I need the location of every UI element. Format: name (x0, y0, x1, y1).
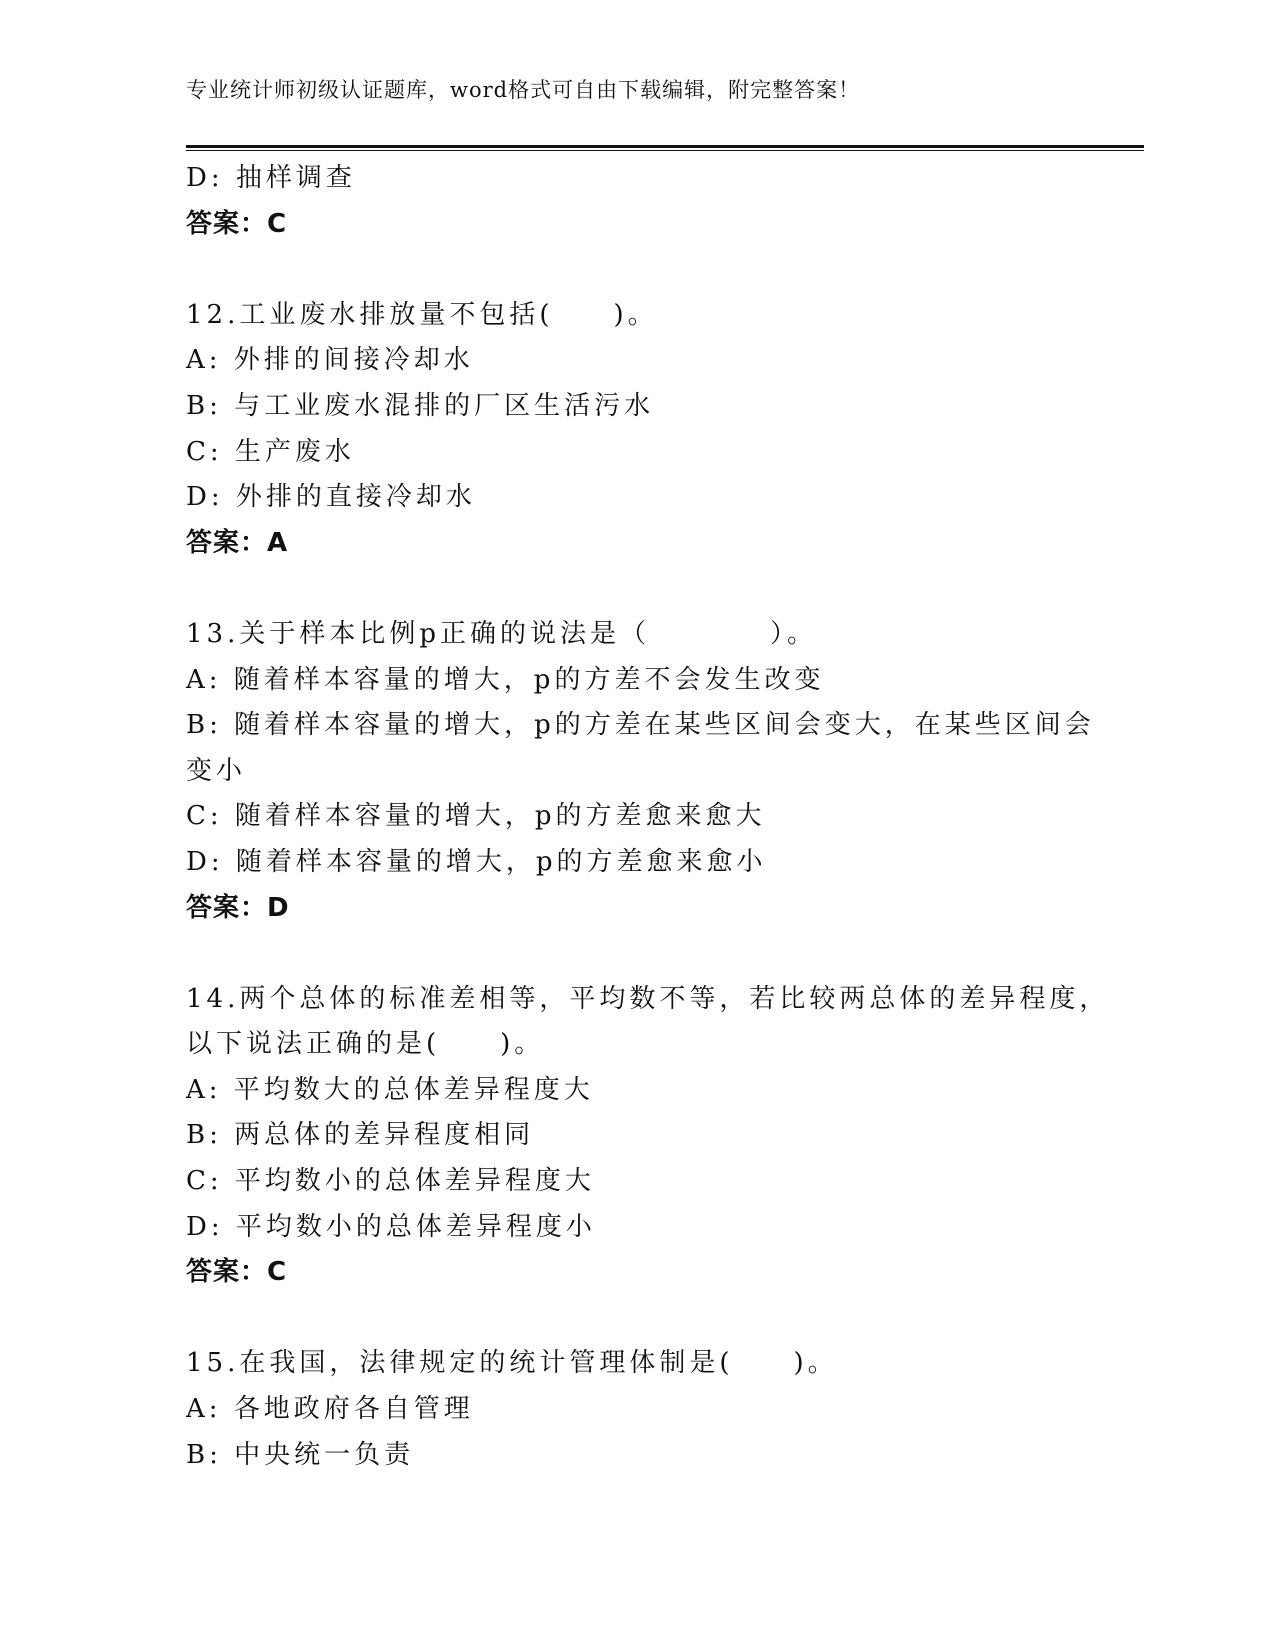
question-14-option-d: D: 平均数小的总体差异程度小 (186, 1211, 596, 1242)
question-12-option-d: D: 外排的直接冷却水 (186, 482, 476, 513)
question-13-option-a: A: 随着样本容量的增大，p的方差不会发生改变 (186, 664, 825, 695)
spacer (186, 931, 1086, 977)
question-13-option-d: D: 随着样本容量的增大，p的方差愈来愈小 (186, 846, 767, 877)
question-14-answer: 答案：C (186, 1257, 288, 1288)
question-12-answer: 答案：A (186, 527, 289, 558)
question-15-option-b: B: 中央统一负责 (186, 1439, 415, 1470)
header-divider (186, 145, 1144, 148)
page-header: 专业统计师初级认证题库，word格式可自由下载编辑，附完整答案！ (186, 78, 861, 102)
option-d-prev: D: 抽样调查 (186, 163, 356, 193)
question-12-option-c: C: 生产废水 (186, 436, 355, 467)
question-13-option-b-cont: 变小 (186, 755, 247, 786)
question-list (186, 156, 1110, 1478)
question-13-answer: 答案：D (186, 892, 290, 923)
question-14-option-c: C: 平均数小的总体差异程度大 (186, 1166, 595, 1197)
question-14-option-b: B: 两总体的差异程度相同 (186, 1120, 535, 1151)
question-13-option-c: C: 随着样本容量的增大，p的方差愈来愈大 (186, 801, 766, 832)
question-15-stem: 15.在我国，法律规定的统计管理体制是( )。 (186, 1348, 838, 1379)
question-14-option-a: A: 平均数大的总体差异程度大 (186, 1074, 594, 1105)
spacer (186, 566, 1086, 612)
question-13-stem: 13.关于样本比例p正确的说法是（ ）。 (186, 618, 817, 649)
question-12-option-a: A: 外排的间接冷却水 (186, 345, 474, 376)
question-14-stem: 14.两个总体的标准差相等，平均数不等，若比较两总体的差异程度， (186, 983, 1110, 1014)
question-14-stem-cont: 以下说法正确的是( )。 (186, 1029, 545, 1060)
question-13-option-b: B: 随着样本容量的增大，p的方差在某些区间会变大，在某些区间会 (186, 710, 1095, 741)
question-12-option-b: B: 与工业废水混排的厂区生活污水 (186, 390, 655, 421)
spacer (186, 247, 1086, 293)
question-12-stem: 12.工业废水排放量不包括( )。 (186, 299, 658, 330)
question-15-option-a: A: 各地政府各自管理 (186, 1394, 474, 1425)
answer-prev: 答案：C (186, 208, 288, 239)
spacer (186, 1296, 1086, 1342)
